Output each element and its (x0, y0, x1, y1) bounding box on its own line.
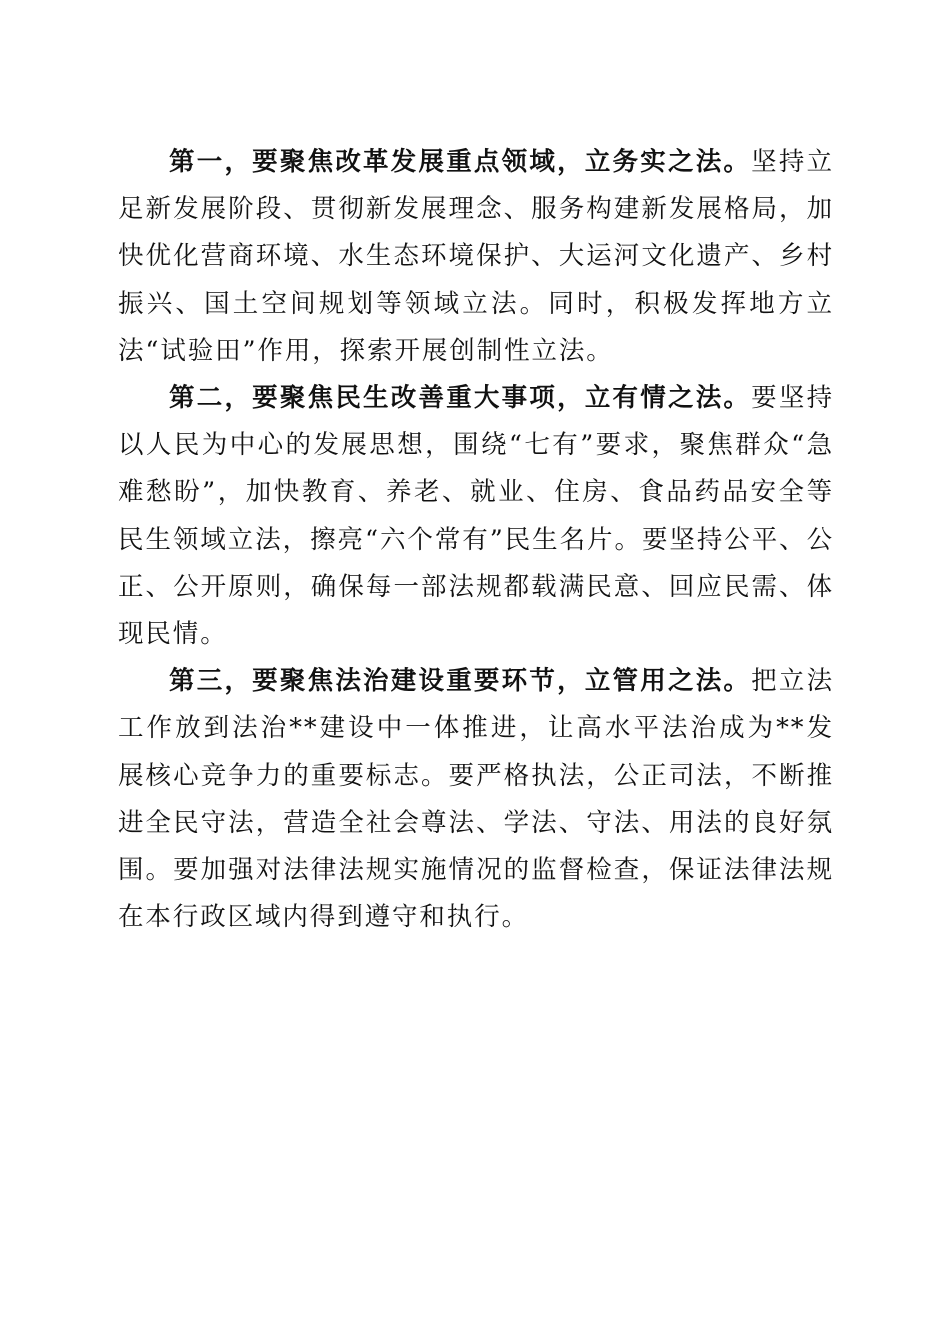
paragraph-2 (118, 375, 834, 658)
document-body (118, 139, 834, 941)
paragraph-3-text: 把立法工作放到法治**建设中一体推进，让高水平法治成为**发展核心竞争力的重要标志。要严格执法，公正司法，不断推进全民守法，营造全社会尊法、学法、守法、用法的良好氛围。要加强对法律法规实施情况的监督检查，保证法律法规在本行政区域内得到遵守和执行。 (118, 666, 834, 933)
paragraph-1-heading: 第一，要聚焦改革发展重点领域，立务实之法。 (169, 147, 752, 177)
paragraph-1-text: 坚持立足新发展阶段、贯彻新发展理念、服务构建新发展格局，加快优化营商环境、水生态环境保护、大运河文化遗产、乡村振兴、国土空间规划等领域立法。同时，积极发挥地方立法“试验田”作用，探索开展创制性立法。 (118, 147, 834, 366)
paragraph-1 (118, 139, 834, 375)
paragraph-2-text: 要坚持以人民为中心的发展思想，围绕“七有”要求，聚焦群众“急难愁盼”，加快教育、养老、就业、住房、食品药品安全等民生领域立法，擦亮“六个常有”民生名片。要坚持公平、公正、公开原则，确保每一部法规都载满民意、回应民需、体现民情。 (118, 383, 834, 650)
paragraph-2-heading: 第二，要聚焦民生改善重大事项，立有情之法。 (169, 383, 752, 414)
paragraph-3 (118, 658, 834, 941)
paragraph-3-heading: 第三，要聚焦法治建设重要环节，立管用之法。 (169, 666, 752, 697)
